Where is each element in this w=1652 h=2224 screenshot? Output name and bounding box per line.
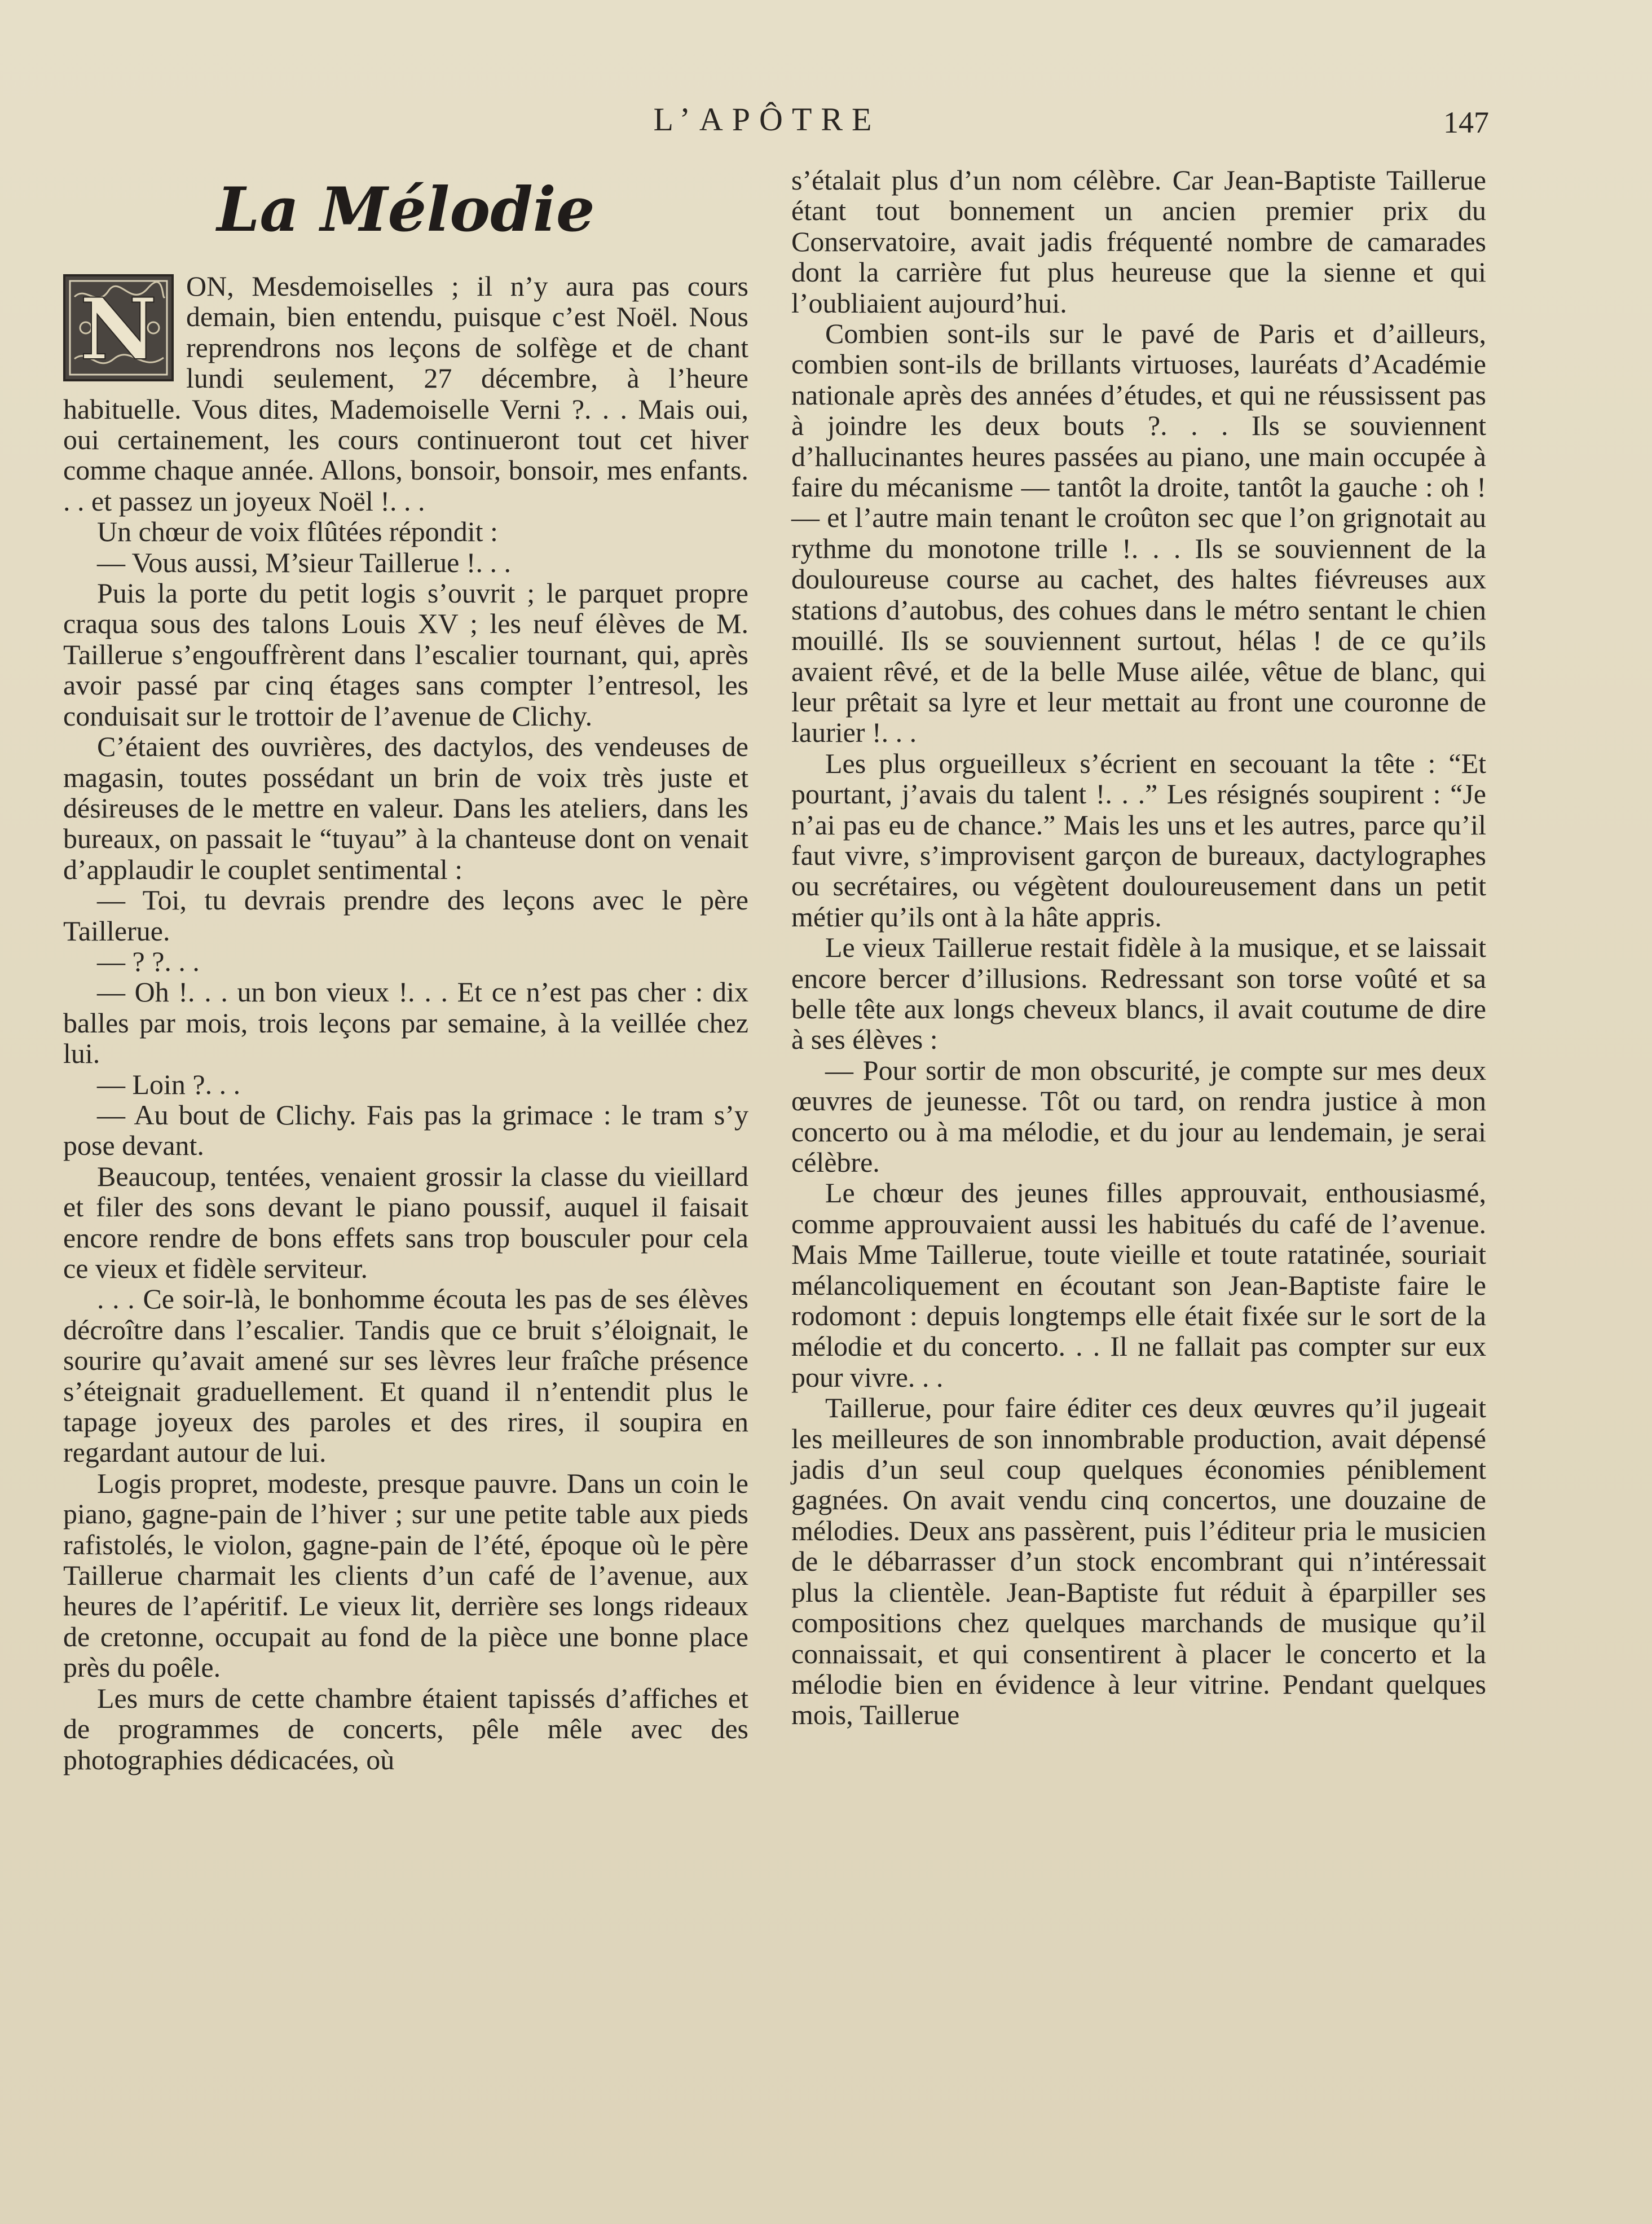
first-word-rest: ON, — [186, 270, 234, 302]
paragraph: C’étaient des ouvrières, des dactylos, des vendeuses de magasin, toutes possédant un brin de voix très juste et désireuses de le mettre en valeur. Dans les ateliers, dans les bureaux, on passait le “tuyau” à la chanteuse dont on venait d’applaudir le couplet sentimental : — [63, 731, 748, 885]
paragraph: — Pour sortir de mon obscurité, je compte sur mes deux œuvres de jeunesse. Tôt ou tard, on rendra justice à mon concerto ou à ma mélodie, et du jour au lendemain, je serai célèbre. — [791, 1054, 1486, 1178]
page-number: 147 — [1443, 106, 1489, 139]
paragraph: Taillerue, pour faire éditer ces deux œuvres qu’il jugeait les meilleures de son innombrable production, avait dépensé jadis d’un seul coup quelques économies péniblement gagnées. On avait vendu cinq concertos, une douzaine de mélodies. Deux ans passèrent, puis l’éditeur pria le musicien de le débarrasser d’un stock encombrant qui n’intéressait plus la clientèle. Jean-Baptiste fut réduit à éparpiller ses compositions chez quelques marchands de musique qu’il connaissait, et qui consentirent à placer le concerto et la mélodie bien en évidence à leur vitrine. Pendant quelques mois, Taillerue — [791, 1392, 1486, 1731]
paragraph: — Vous aussi, M’sieur Taillerue !. . . — [97, 546, 511, 578]
opening-paragraph — [63, 271, 748, 516]
paragraph: . . . Ce soir-là, le bonhomme écouta les pas de ses élèves décroître dans l’escalier. Tandis que ce bruit s’éloignait, le sourire qu’avait amené sur ses lèvres leur fraîche présence s’éteignait graduellement. Et quand il n’entendit plus le tapage joyeux des paroles et des rires, il soupira en regardant autour de lui. — [63, 1283, 748, 1469]
paragraph: — Oh !. . . un bon vieux !. . . Et ce n’est pas cher : dix balles par mois, trois leçons par semaine, à la veillée chez lui. — [63, 976, 748, 1070]
paragraph: Beaucoup, tentées, venaient grossir la classe du vieillard et filer des sons devant le piano poussif, auquel il faisait encore rendre de bons effets sans trop bousculer pour cela ce vieux et fidèle serviteur. — [63, 1160, 748, 1284]
article-title: La Mélodie — [217, 174, 595, 245]
paragraph: — ? ?. . . — [97, 945, 200, 977]
left-column — [63, 165, 748, 1775]
paragraph: Les plus orgueilleux s’écrient en secouant la tête : “Et pourtant, j’avais du talent !. . .” Les résignés soupirent : “Je n’ai pas eu de chance.” Mais les uns et les autres, parce qu’il faut vivre, s’improvisent garçon de bureaux, dactylographes ou secrétaires, ou végètent douloureusement dans un petit métier qu’ils ont à la hâte appris. — [791, 747, 1486, 933]
paragraph: Combien sont-ils sur le pavé de Paris et d’ailleurs, combien sont-ils de brillants virtuoses, lauréats d’Académie nationale après des années d’études, et qui ne réussissent pas à joindre les deux bouts ?. . . Ils se souviennent d’hallucinantes heures passées au piano, une main occupée à faire du mécanisme — tantôt la droite, tantôt la gauche : oh ! — et l’autre main tenant le croûton sec que l’on grignotait au rythme du monotone trille !. . . Ils se souviennent de la douloureuse course au cachet, des haltes fiévreuses aux stations d’autobus, des cohues dans le métro sentant le chien mouillé. Ils se souviennent surtout, hélas ! de ce qu’ils avaient rêvé, et de la belle Muse ailée, vêtue de blanc, qui leur prêtait sa lyre et leur mettait au front une couronne de laurier !. . . — [791, 318, 1486, 749]
paragraph: — Loin ?. . . — [97, 1068, 241, 1100]
paragraph: Les murs de cette chambre étaient tapissés d’affiches et de programmes de concerts, pêle mêle avec des photographies dédicacées, où — [63, 1682, 748, 1775]
paragraph: — Toi, tu devrais prendre des leçons avec le père Taillerue. — [63, 884, 748, 947]
opening-text: Mesdemoiselles ; il n’y aura pas cours demain, bien entendu, puisque c’est Noël. Nous reprendrons nos leçons de solfège et de chant lundi seulement, 27 décembre, à l’heure habituelle. Vous dites, Mademoiselle Verni ?. . . Mais oui, oui certainement, les cours continueront tout cet hiver comme chaque année. Allons, bonsoir, bonsoir, mes enfants. . . et passez un joyeux Noël !. . . — [63, 270, 748, 517]
paragraph: Logis propret, modeste, presque pauvre. Dans un coin le piano, gagne-pain de l’hiver ; sur une petite table aux pieds rafistolés, le violon, gagne-pain de l’été, époque où le père Taillerue charmait les clients d’un café de l’avenue, aux heures de l’apéritif. Le vieux lit, derrière ses longs rideaux de cretonne, occupait au fond de la pièce une bonne place près du poêle. — [63, 1467, 748, 1684]
ornamental-drop-cap — [63, 274, 174, 381]
paragraph: Puis la porte du petit logis s’ouvrit ; le parquet propre craqua sous des talons Louis XV ; les neuf élèves de M. Taillerue s’engouffrèrent dans l’escalier tournant, qui, après avoir passé par cinq étages sans compter l’entresol, les conduisait sur le trottoir de l’avenue de Clichy. — [63, 577, 748, 732]
paragraph: Le vieux Taillerue restait fidèle à la musique, et se laissait encore bercer d’illusions. Redressant son torse voûté et sa belle tête aux longs cheveux blancs, il avait coutume de dire à ses élèves : — [791, 931, 1486, 1056]
running-head — [0, 95, 1652, 151]
paragraph: — Au bout de Clichy. Fais pas la grimace : le tram s’y pose devant. — [63, 1098, 748, 1162]
paragraph: Le chœur des jeunes filles approuvait, enthousiasmé, comme approuvaient aussi les habitués du café de l’avenue. Mais Mme Taillerue, toute vieille et toute ratatinée, souriait mélancoliquement en écoutant son Jean-Baptiste faire le rodomont : depuis longtemps elle était fixée sur le sort de la mélodie et du concerto. . . Il ne fallait pas compter sur eux pour vivre. . . — [791, 1177, 1486, 1393]
drop-cap-letter: N — [80, 280, 157, 379]
right-column — [791, 165, 1486, 1730]
continued-paragraph: s’étalait plus d’un nom célèbre. Car Jean-Baptiste Taillerue étant tout bonnement un ancien premier prix du Conservatoire, avait jadis fréquenté nombre de camarades dont la carrière fut plus heureuse que la sienne et qui l’oubliaient aujourd’hui. — [791, 164, 1486, 319]
journal-name: L’APÔTRE — [653, 101, 881, 138]
paragraph: Un chœur de voix flûtées répondit : — [97, 516, 498, 548]
